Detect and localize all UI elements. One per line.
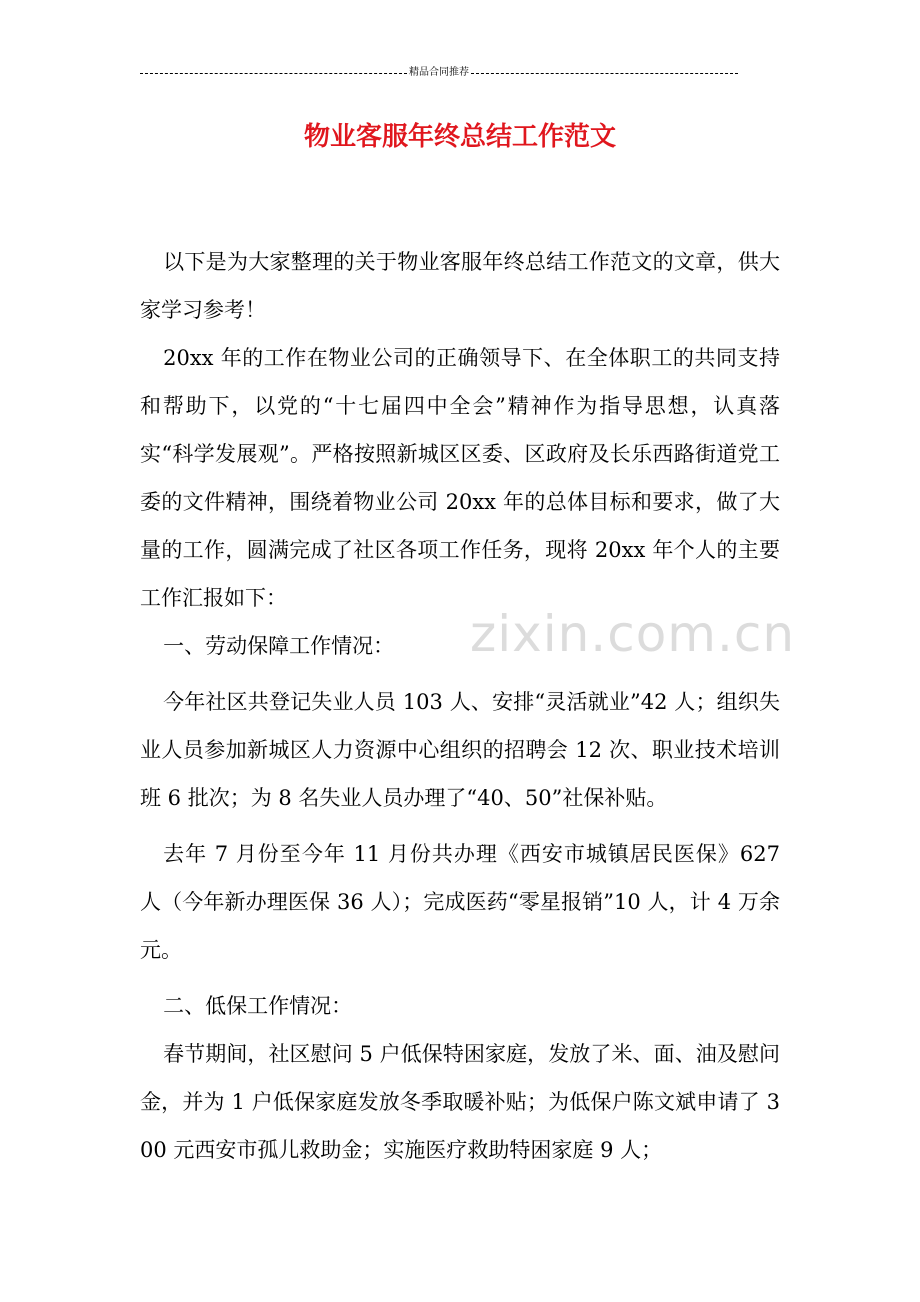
document-title: 物业客服年终总结工作范文 <box>303 122 616 152</box>
section-heading-minimum-living: 二、低保工作情况： <box>163 994 353 1018</box>
header-dash-right <box>471 73 738 74</box>
watermark: zixin.com.cn <box>470 605 796 663</box>
page-header <box>140 66 738 80</box>
paragraph-labor-medical: 去年 7 月份至今年 11 月份共办理《西安市城镇居民医保》627 人（今年新办理医保 36 人）；完成医药“零星报销”10 人，计 4 万余元。 <box>140 842 780 962</box>
paragraph-intro: 以下是为大家整理的关于物业客服年终总结工作范文的文章，供大家学习参考！ <box>140 250 780 322</box>
paragraph-overview: 20xx 年的工作在物业公司的正确领导下、在全体职工的共同支持和帮助下，以党的“十七届四中全会”精神作为指导思想，认真落实“科学发展观”。严格按照新城区区委、区政府及长乐西路街道党工委的文件精神，围绕着物业公司 20xx 年的总体目标和要求，做了大量的工作，圆满完成了社区各项工作任务，现将 20xx 年个人的主要工作汇报如下： <box>140 346 780 610</box>
document-body <box>140 238 780 1174</box>
section-heading-labor: 一、劳动保障工作情况： <box>163 634 395 658</box>
header-dash-left <box>140 73 407 74</box>
header-label: 精品合同推荐 <box>409 67 469 78</box>
paragraph-labor-unemployment: 今年社区共登记失业人员 103 人、安排“灵活就业”42 人；组织失业人员参加新城区人力资源中心组织的招聘会 12 次、职业技术培训班 6 批次；为 8 名失业人员办理了“40、50”社保补贴。 <box>140 690 780 810</box>
paragraph-minimum-living: 春节期间，社区慰问 5 户低保特困家庭，发放了米、面、油及慰问金，并为 1 户低保家庭发放冬季取暖补贴；为低保户陈文斌申请了 300 元西安市孤儿救助金；实施医疗救助特困家庭 9 人； <box>140 1042 780 1162</box>
